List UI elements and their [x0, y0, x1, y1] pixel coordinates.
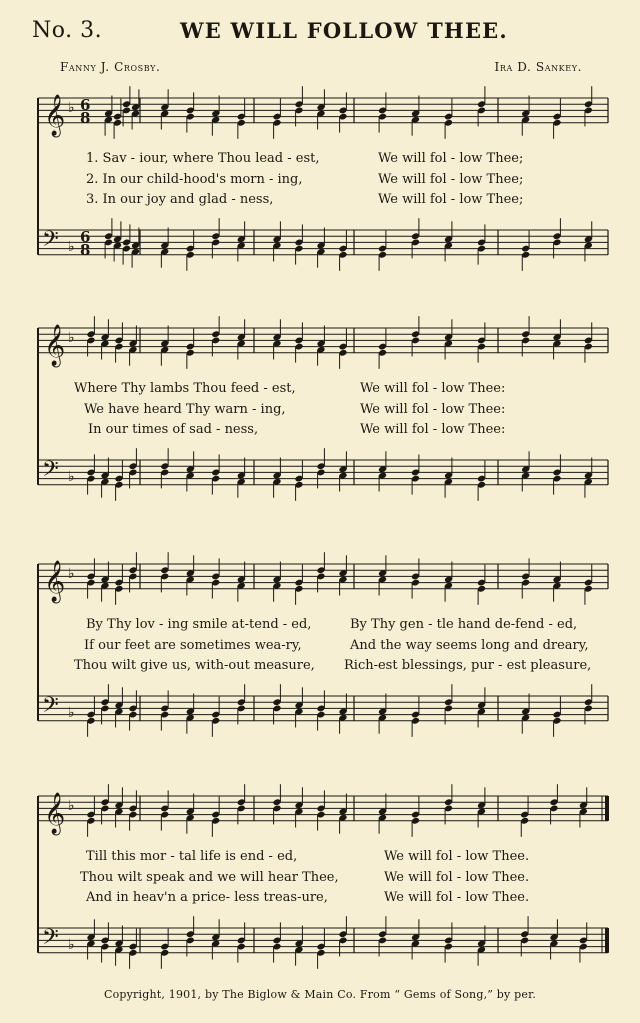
- lyric-phrase-b: By Thy gen - tle hand de-fend - ed,: [350, 617, 578, 632]
- flat-icon: ♭: [68, 566, 75, 582]
- lyric-line: [32, 869, 612, 887]
- treble-clef-icon: 𝄞: [44, 95, 66, 136]
- lyric-phrase-b: And the way seems long and dreary,: [350, 638, 589, 653]
- lyric-line: [32, 657, 612, 675]
- lyric-phrase-a: 2. In our child-hood's morn - ing,: [86, 172, 303, 187]
- lyric-phrase-a: In our times of sad - ness,: [88, 422, 259, 437]
- lyric-phrase-a: If our feet are sometimes wea-ry,: [84, 638, 302, 653]
- flat-icon: ♭: [68, 100, 75, 116]
- music-system-1: [32, 86, 612, 286]
- lyric-line: [32, 150, 612, 168]
- lyricist-credit: Fanny J. Crosby.: [60, 60, 161, 74]
- lyric-line: [32, 401, 612, 419]
- lyric-phrase-a: 1. Sav - iour, where Thou lead - est,: [86, 151, 320, 166]
- time-signature: 6: [80, 96, 91, 114]
- music-system-2: [32, 316, 612, 516]
- bass-clef-icon: 𝄢: [42, 925, 59, 955]
- hymn-number: No. 3.: [32, 18, 103, 43]
- lyric-phrase-b: We will fol - low Thee;: [378, 172, 524, 187]
- lyric-line: [32, 616, 612, 634]
- lyric-phrase-a: 3. In our joy and glad - ness,: [86, 192, 274, 207]
- lyric-phrase-b: We will fol - low Thee:: [360, 422, 506, 437]
- time-signature: 8: [80, 109, 91, 127]
- music-system-3: [32, 552, 612, 752]
- lyric-phrase-a: Where Thy lambs Thou feed - est,: [74, 381, 296, 396]
- time-signature: 6: [80, 228, 91, 246]
- lyric-line: [32, 889, 612, 907]
- flat-icon: ♭: [68, 705, 75, 721]
- lyric-line: [32, 637, 612, 655]
- treble-clef-icon: 𝄞: [44, 793, 66, 834]
- lyric-phrase-b: We will fol - low Thee.: [384, 870, 530, 885]
- lyric-phrase-a: And in heav'n a price- less treas-ure,: [86, 890, 328, 905]
- time-signature: 8: [80, 241, 91, 259]
- flat-icon: ♭: [68, 330, 75, 346]
- lyric-line: [32, 848, 612, 866]
- lyric-phrase-a: Thou wilt speak and we will hear Thee,: [80, 870, 339, 885]
- lyric-phrase-b: We will fol - low Thee:: [360, 402, 506, 417]
- treble-clef-icon: 𝄞: [44, 325, 66, 366]
- lyric-line: [32, 191, 612, 209]
- copyright-footer: Copyright, 1901, by The Biglow & Main Co. From “ Gems of Song,” by per.: [103, 988, 537, 1001]
- lyric-line: [32, 380, 612, 398]
- flat-icon: ♭: [68, 239, 75, 255]
- lyric-phrase-b: We will fol - low Thee.: [384, 890, 530, 905]
- composer-credit: Ira D. Sankey.: [494, 60, 582, 74]
- lyric-phrase-b: We will fol - low Thee;: [378, 151, 524, 166]
- lyric-phrase-a: We have heard Thy warn - ing,: [84, 402, 286, 417]
- music-system-4: [32, 784, 612, 984]
- lyric-phrase-b: Rich-est blessings, pur - est pleasure,: [344, 658, 592, 673]
- lyric-phrase-b: We will fol - low Thee.: [384, 849, 530, 864]
- lyric-line: [32, 421, 612, 439]
- bass-clef-icon: 𝄢: [42, 457, 59, 487]
- lyric-phrase-a: Till this mor - tal life is end - ed,: [86, 849, 298, 864]
- treble-clef-icon: 𝄞: [44, 561, 66, 602]
- hymn-title: WE WILL FOLLOW THEE.: [180, 18, 508, 43]
- lyric-phrase-b: We will fol - low Thee;: [378, 192, 524, 207]
- lyric-phrase-a: Thou wilt give us, with-out measure,: [74, 658, 315, 673]
- bass-clef-icon: 𝄢: [42, 693, 59, 723]
- bass-clef-icon: 𝄢: [42, 227, 59, 257]
- flat-icon: ♭: [68, 798, 75, 814]
- lyric-phrase-b: We will fol - low Thee:: [360, 381, 506, 396]
- lyric-phrase-a: By Thy lov - ing smile at-tend - ed,: [86, 617, 312, 632]
- lyric-line: [32, 171, 612, 189]
- hymn-header: [0, 14, 640, 50]
- flat-icon: ♭: [68, 469, 75, 485]
- flat-icon: ♭: [68, 937, 75, 953]
